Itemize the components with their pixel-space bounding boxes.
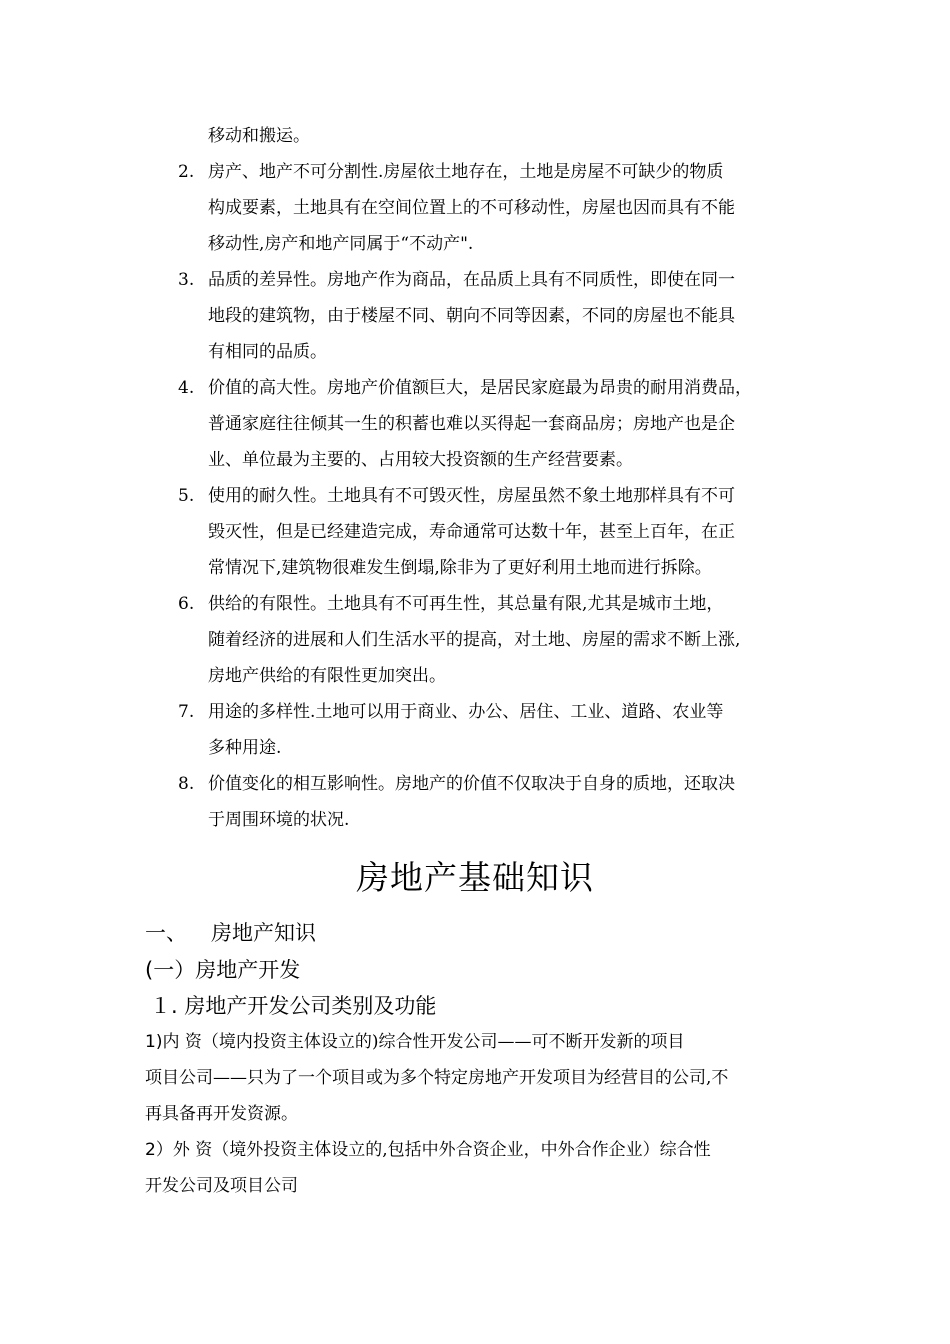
list-item-5: [0, 478, 950, 586]
subsection-heading: (一）房地产开发: [145, 958, 301, 982]
list-item-line: 普通家庭往往倾其一生的积蓄也难以买得起一套商品房；房地产也是企: [208, 414, 735, 434]
list-item-4: [0, 370, 950, 478]
list-item-line: 房地产供给的有限性更加突出。: [208, 666, 446, 686]
list-item-line: 有相同的品质。: [208, 342, 327, 362]
list-item-number: 2.: [178, 162, 195, 182]
paragraph-line: 开发公司及项目公司: [145, 1176, 298, 1196]
list-item-line: 业、单位最为主要的、占用较大投资额的生产经营要素。: [208, 450, 633, 470]
paragraph-label: 2）外 资: [145, 1140, 213, 1160]
list-item-line: 多种用途.: [208, 738, 282, 758]
list-item-line: 地段的建筑物，由于楼屋不同、朝向不同等因素，不同的房屋也不能具: [208, 306, 735, 326]
paragraph-line: 项目公司——只为了一个项目或为多个特定房地产开发项目为经营目的公司,不: [145, 1068, 729, 1088]
list-item-8: [0, 766, 950, 838]
list-item-6: [0, 586, 950, 694]
list-item-2: [0, 154, 950, 262]
list-item-line: 使用的耐久性。土地具有不可毁灭性，房屋虽然不象土地那样具有不可: [208, 486, 735, 506]
list-item-line: 房产、地产不可分割性.房屋依土地存在，土地是房屋不可缺少的物质: [208, 162, 724, 182]
list-item-line: 价值变化的相互影响性。房地产的价值不仅取决于自身的质地，还取决: [208, 774, 735, 794]
list-item-number: 8.: [178, 774, 195, 794]
list-item-number: 4.: [178, 378, 195, 398]
page-title: 房地产基础知识: [356, 858, 594, 897]
list-lead-line: 移动和搬运。: [208, 126, 310, 146]
section-heading: [145, 913, 316, 953]
list-item-number: 7.: [178, 702, 195, 722]
list-item-line: 常情况下,建筑物很难发生倒塌,除非为了更好利用土地而进行拆除。: [208, 558, 712, 578]
list-item-line: 构成要素，土地具有在空间位置上的不可移动性，房屋也因而具有不能: [208, 198, 735, 218]
list-item-line: 于周围环境的状况.: [208, 810, 350, 830]
list-item-line: 毁灭性，但是已经建造完成，寿命通常可达数十年，甚至上百年，在正: [208, 522, 735, 542]
list-item-line: 价值的高大性。房地产价值额巨大，是居民家庭最为昂贵的耐用消费品，: [208, 378, 752, 398]
list-item-line: 移动性,房产和地产同属于“不动产".: [208, 234, 474, 254]
property-characteristics-list: [0, 118, 950, 838]
section-heading-text: 房地产知识: [211, 921, 316, 945]
list-item-3: [0, 262, 950, 370]
list-item-line: 随着经济的进展和人们生活水平的提高，对土地、房屋的需求不断上涨,: [208, 630, 741, 650]
list-item-number: 6.: [178, 594, 195, 614]
topic-heading: １. 房地产开发公司类别及功能: [150, 994, 437, 1018]
list-item-line: 用途的多样性.土地可以用于商业、办公、居住、工业、道路、农业等: [208, 702, 724, 722]
section-number: 一、: [145, 921, 187, 945]
list-item-7: [0, 694, 950, 766]
list-item-number: 5.: [178, 486, 195, 506]
paragraph-label: 1)内 资: [145, 1032, 202, 1052]
paragraph-text: （境内投资主体设立的)综合性开发公司——可不断开发新的项目: [201, 1032, 685, 1052]
paragraph-foreign: [145, 1132, 825, 1168]
list-item-number: 3.: [178, 270, 195, 290]
paragraph-text: （境外投资主体设立的,包括中外合资企业，中外合作企业）综合性: [212, 1140, 711, 1160]
body-text: [145, 1024, 825, 1204]
list-item-line: 品质的差异性。房地产作为商品，在品质上具有不同质性，即使在同一: [208, 270, 735, 290]
paragraph-domestic: [145, 1024, 825, 1060]
paragraph-line: 再具备再开发资源。: [145, 1104, 298, 1124]
list-item-line: 供给的有限性。土地具有不可再生性，其总量有限,尤其是城市土地，: [208, 594, 724, 614]
